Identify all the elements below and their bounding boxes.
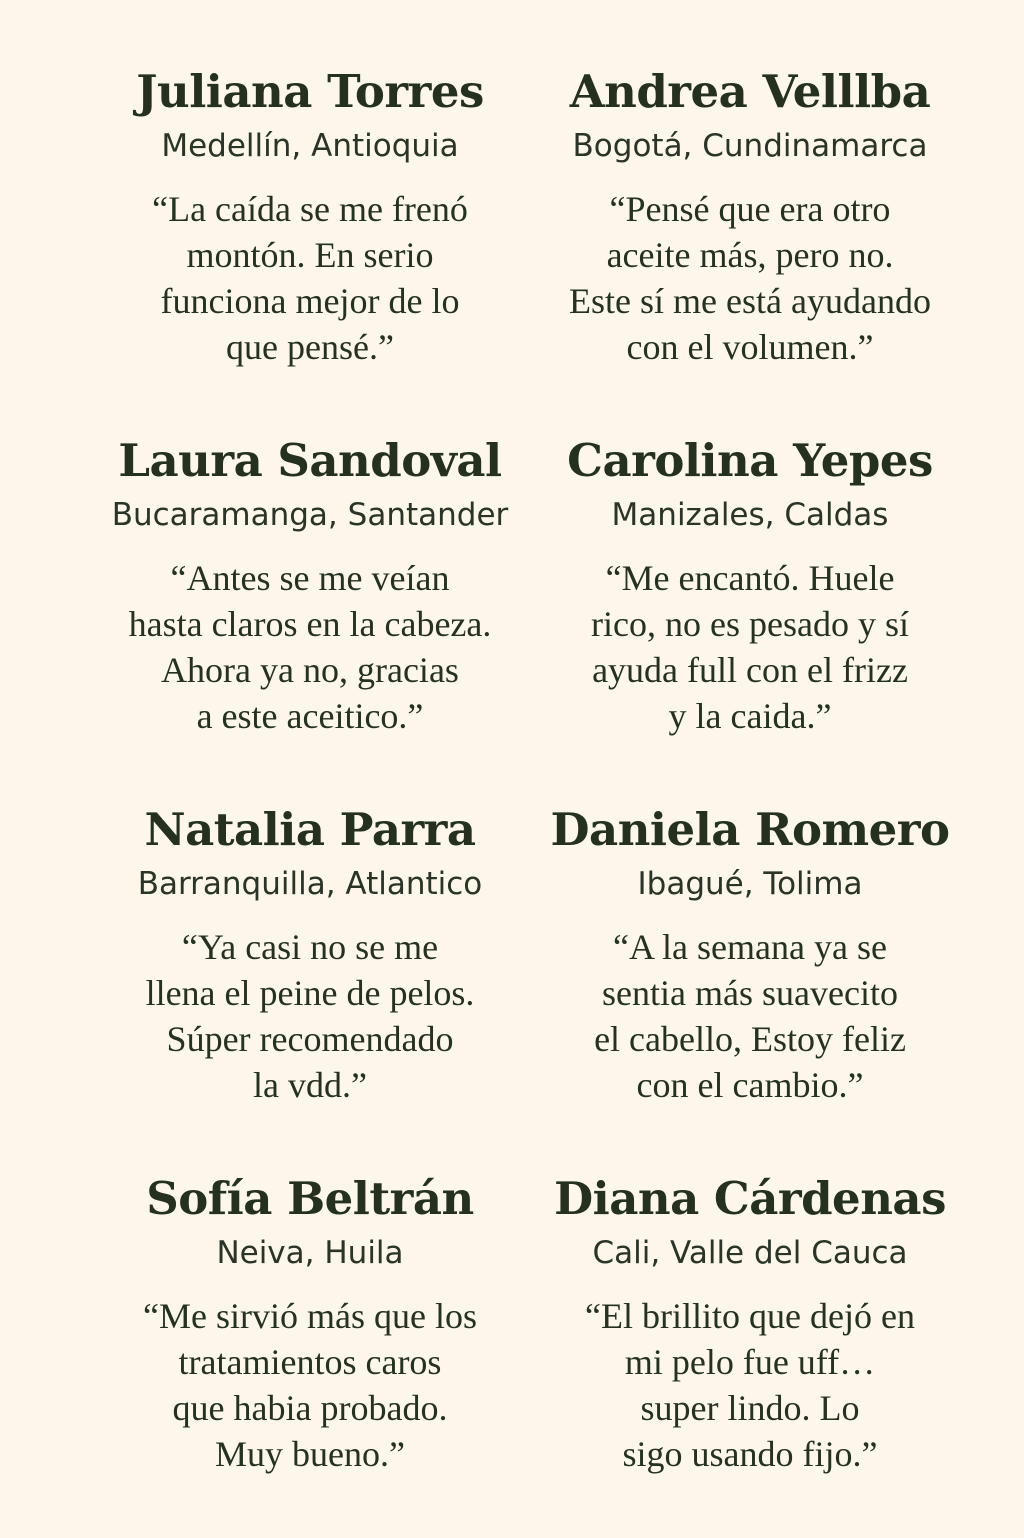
quote-line: “Antes se me veían	[170, 558, 450, 598]
testimonial-quote	[90, 1293, 530, 1477]
testimonial-name: Daniela Romero	[550, 803, 950, 856]
testimonial-card	[530, 1169, 970, 1538]
testimonial-location: Cali, Valle del Cauca	[592, 1235, 908, 1271]
quote-line: sigo usando fijo.”	[622, 1434, 878, 1474]
testimonial-card	[90, 431, 530, 800]
testimonial-location: Bucaramanga, Santander	[111, 497, 509, 533]
quote-line: que pensé.”	[226, 327, 394, 367]
testimonial-location: Manizales, Caldas	[611, 497, 889, 533]
quote-line: super lindo. Lo	[640, 1388, 860, 1428]
testimonial-name: Laura Sandoval	[118, 434, 502, 487]
quote-line: el cabello, Estoy feliz	[594, 1019, 906, 1059]
quote-line: aceite más, pero no.	[606, 235, 894, 275]
quote-line: “El brillito que dejó en	[585, 1296, 915, 1336]
quote-line: la vdd.”	[253, 1065, 367, 1105]
quote-line: “Ya casi no se me	[181, 927, 439, 967]
testimonial-quote	[90, 186, 530, 370]
quote-line: a este aceitico.”	[196, 696, 424, 736]
quote-line: tratamientos caros	[178, 1342, 442, 1382]
testimonial-name: Diana Cárdenas	[554, 1172, 946, 1225]
quote-line: funciona mejor de lo	[160, 281, 460, 321]
quote-line: Este sí me está ayudando	[569, 281, 931, 321]
testimonial-quote	[530, 186, 970, 370]
quote-line: rico, no es pesado y sí	[591, 604, 909, 644]
testimonial-name: Carolina Yepes	[567, 434, 933, 487]
quote-line: que habia probado.	[172, 1388, 448, 1428]
quote-line: y la caida.”	[668, 696, 832, 736]
quote-line: con el volumen.”	[626, 327, 874, 367]
quote-line: llena el peine de pelos.	[145, 973, 475, 1013]
testimonial-quote	[90, 924, 530, 1108]
quote-line: con el cambio.”	[636, 1065, 864, 1105]
quote-line: “A la semana ya se	[613, 927, 887, 967]
testimonial-location: Medellín, Antioquia	[161, 128, 459, 164]
testimonial-quote	[530, 924, 970, 1108]
quote-line: sentia más suavecito	[602, 973, 898, 1013]
testimonials-grid	[90, 62, 970, 1538]
testimonial-card	[90, 62, 530, 431]
quote-line: “Pensé que era otro	[609, 189, 891, 229]
testimonial-location: Barranquilla, Atlantico	[137, 866, 483, 902]
testimonial-card	[530, 431, 970, 800]
testimonial-name: Sofía Beltrán	[146, 1172, 474, 1225]
testimonial-location: Neiva, Huila	[216, 1235, 404, 1271]
testimonial-quote	[90, 555, 530, 739]
testimonial-name: Juliana Torres	[136, 65, 484, 118]
quote-line: ayuda full con el frizz	[592, 650, 908, 690]
quote-line: Muy bueno.”	[215, 1434, 405, 1474]
testimonial-location: Ibagué, Tolima	[637, 866, 863, 902]
quote-line: “Me encantó. Huele	[605, 558, 895, 598]
quote-line: Súper recomendado	[166, 1019, 454, 1059]
testimonial-card	[530, 62, 970, 431]
testimonial-quote	[530, 1293, 970, 1477]
quote-line: montón. En serio	[186, 235, 434, 275]
quote-line: mi pelo fue uff…	[624, 1342, 876, 1382]
quote-line: “Me sirvió más que los	[143, 1296, 477, 1336]
testimonial-name: Andrea Velllba	[569, 65, 931, 118]
testimonial-card	[530, 800, 970, 1169]
quote-line: Ahora ya no, gracias	[161, 650, 459, 690]
testimonial-card	[90, 1169, 530, 1538]
quote-line: “La caída se me frenó	[152, 189, 468, 229]
testimonial-location: Bogotá, Cundinamarca	[572, 128, 928, 164]
testimonial-quote	[530, 555, 970, 739]
testimonial-name: Natalia Parra	[144, 803, 476, 856]
testimonial-card	[90, 800, 530, 1169]
quote-line: hasta claros en la cabeza.	[128, 604, 492, 644]
